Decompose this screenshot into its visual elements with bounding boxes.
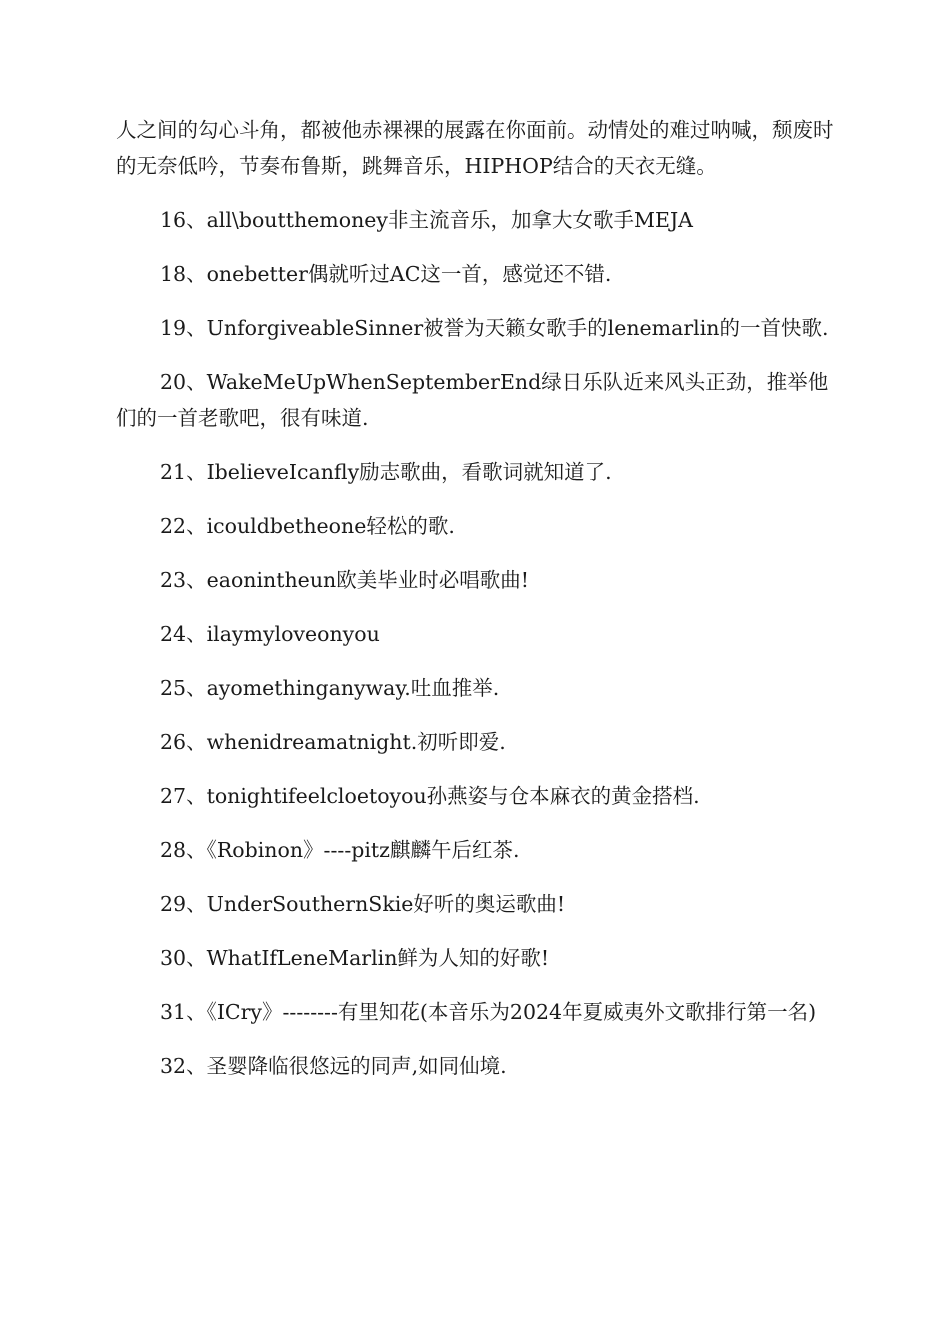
list-item-30: 30、WhatIfLeneMarlin鲜为人知的好歌! <box>160 946 550 970</box>
list-item-26: 26、whenidreamatnight.初听即爱. <box>160 730 506 754</box>
list-item-16: 16、all\boutthemoney非主流音乐，加拿大女歌手MEJA <box>160 208 693 232</box>
list-item-24: 24、ilaymyloveonyou <box>160 622 380 646</box>
document-body <box>116 112 836 1084</box>
list-item-27: 27、tonightifeelcloetoyou孙燕姿与仓本麻衣的黄金搭档. <box>160 784 700 808</box>
list-item-18: 18、onebetter偶就听过AC这一首，感觉还不错. <box>160 262 612 286</box>
list-item-19: 19、UnforgiveableSinner被誉为天籁女歌手的lenemarlin的一首快歌. <box>160 316 829 340</box>
paragraph-continuation: 人之间的勾心斗角，都被他赤裸裸的展露在你面前。动情处的难过呐喊，颓废时的无奈低吟，节奏布鲁斯，跳舞音乐，HIPHOP结合的天衣无缝。 <box>116 118 834 178</box>
list-item-20: 20、WakeMeUpWhenSeptemberEnd绿日乐队近来风头正劲，推举他们的一首老歌吧，很有味道. <box>116 370 829 430</box>
list-item-29: 29、UnderSouthernSkie好听的奥运歌曲! <box>160 892 566 916</box>
list-item-25: 25、ayomethinganyway.吐血推举. <box>160 676 500 700</box>
list-item-28: 28、《Robinon》----pitz麒麟午后红茶. <box>160 838 520 862</box>
list-item-22: 22、icouldbetheone轻松的歌. <box>160 514 455 538</box>
list-item-23: 23、eaonintheun欧美毕业时必唱歌曲! <box>160 568 529 592</box>
list-item-21: 21、IbelieveIcanfly励志歌曲，看歌词就知道了. <box>160 460 612 484</box>
list-item-31: 31、《ICry》--------有里知花(本音乐为2024年夏威夷外文歌排行第一名) <box>160 1000 817 1024</box>
list-item-32: 32、圣婴降临很悠远的同声,如同仙境. <box>160 1054 507 1078</box>
